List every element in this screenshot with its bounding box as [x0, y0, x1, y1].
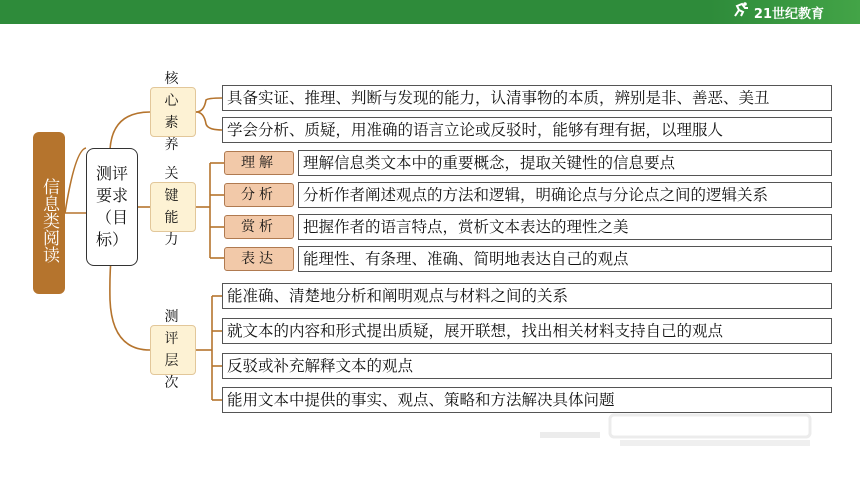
- level-item: 能用文本中提供的事实、观点、策略和方法解决具体问题: [222, 387, 832, 413]
- ability-tag-express: 表达: [224, 247, 294, 271]
- ability-tag-appreciate: 赏析: [224, 215, 294, 239]
- category-levels: 测评层次: [150, 325, 196, 375]
- ability-description: 分析作者阐述观点的方法和逻辑，明确论点与分论点之间的逻辑关系: [298, 182, 832, 208]
- ability-description: 把握作者的语言特点，赏析文本表达的理性之美: [298, 214, 832, 240]
- ability-tag-analyze: 分析: [224, 183, 294, 207]
- category-key-abilities: 关键能力: [150, 182, 196, 232]
- level-item: 能准确、清楚地分析和阐明观点与材料之间的关系: [222, 283, 832, 309]
- root-node: 信息类阅读: [33, 132, 65, 294]
- core-literacy-item: 学会分析、质疑，用准确的语言立论或反驳时，能够有理有据，以理服人: [222, 117, 832, 143]
- goal-node: 测评要求（目标）: [86, 148, 138, 266]
- ability-tag-understand: 理解: [224, 151, 294, 175]
- level-item: 反驳或补充解释文本的观点: [222, 353, 832, 379]
- category-core-literacy: 核心素养: [150, 87, 196, 137]
- logo-text: 21世纪教育: [753, 6, 824, 22]
- ability-description: 理解信息类文本中的重要概念，提取关键性的信息要点: [298, 150, 832, 176]
- core-literacy-item: 具备实证、推理、判断与发现的能力，认清事物的本质，辨别是非、善恶、美丑: [222, 85, 832, 111]
- ability-description: 能理性、有条理、准确、简明地表达自己的观点: [298, 246, 832, 272]
- level-item: 就文本的内容和形式提出质疑，展开联想，找出相关材料支持自己的观点: [222, 318, 832, 344]
